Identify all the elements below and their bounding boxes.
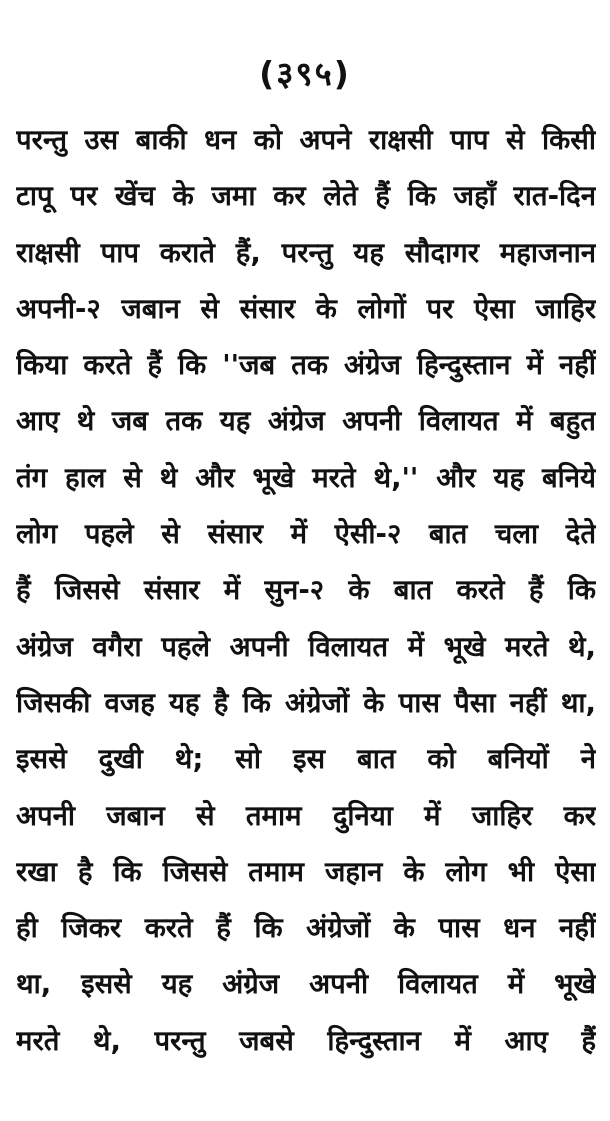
text-line: अपनी-२ जबान से संसार के लोगों पर ऐसा जाहिर [16,292,596,325]
text-line: आए थे जब तक यह अंग्रेज अपनी विलायत में बहुत [16,405,596,438]
text-line: तंग हाल से थे और भूखे मरते थे,'' और यह बनिये [16,461,596,494]
text-line: था, इससे यह अंग्रेज अपनी विलायत में भूखे [16,968,596,1001]
text-line: लोग पहले से संसार में ऐसी-२ बात चला देते [16,518,596,551]
text-line: अंग्रेज वगैरा पहले अपनी विलायत में भूखे मरते थे, [16,630,596,663]
text-line: रखा है कि जिससे तमाम जहान के लोग भी ऐसा [16,855,596,888]
text-line: इससे दुखी थे; सो इस बात को बनियों ने [16,743,596,776]
text-line: किया करते हैं कि ''जब तक अंग्रेज हिन्दुस्तान में नहीं [16,349,596,382]
page-number: (३९५) [259,54,351,93]
text-line: परन्तु उस बाकी धन को अपने राक्षसी पाप से किसी [16,124,596,156]
text-line: टापू पर खेंच के जमा कर लेते हैं कि जहाँ रात-दिन [16,180,596,213]
text-line: राक्षसी पाप कराते हैं, परन्तु यह सौदागर महाजनान [16,236,596,269]
text-line: ही जिकर करते हैं कि अंग्रेजों के पास धन नहीं [16,912,596,945]
text-line: हैं जिससे संसार में सुन-२ के बात करते हैं कि [16,574,596,607]
text-line: जिसकी वजह यह है कि अंग्रेजों के पास पैसा नहीं था, [16,686,596,719]
body-text [16,112,596,1069]
text-line: अपनी जबान से तमाम दुनिया में जाहिर कर [16,799,596,832]
text-line: मरते थे, परन्तु जबसे हिन्दुस्तान में आए हैं [16,1024,596,1057]
